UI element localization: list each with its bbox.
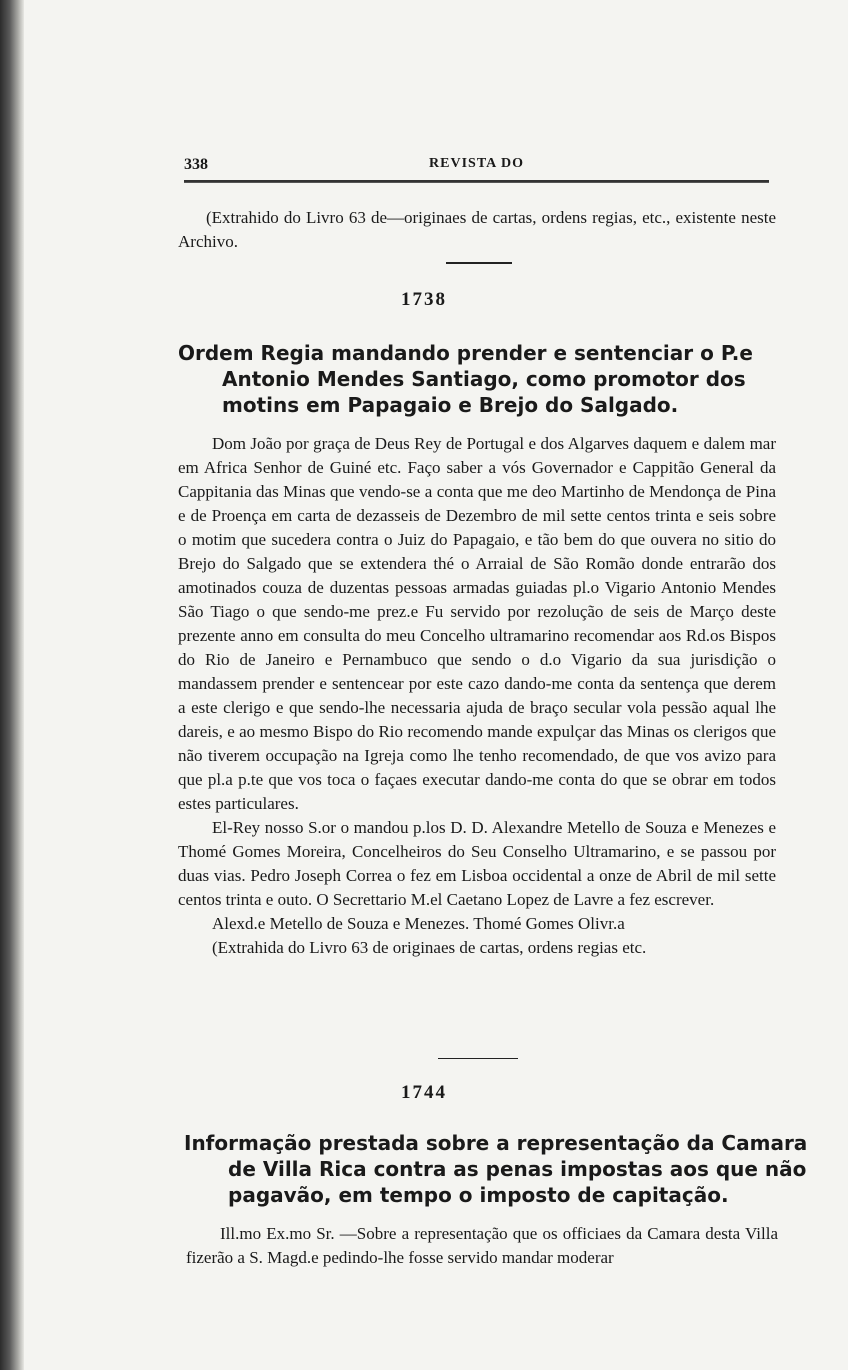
section-year: 1738	[401, 289, 447, 310]
source-note: (Extrahida do Livro 63 de originaes de cartas, ordens regias etc.	[212, 938, 647, 957]
running-title: REVISTA DO	[429, 156, 524, 171]
header-rule	[184, 180, 769, 183]
source-note: (Extrahido do Livro 63 de—originaes de cartas, ordens regias, etc., existente neste Archivo.	[178, 208, 776, 251]
section-title: Informação prestada sobre a representação da Camara de Villa Rica contra as penas impostas aos que não pagavão, em tempo o imposto de capitação.	[184, 1131, 808, 1207]
document-body	[178, 432, 776, 960]
section-divider	[438, 1058, 518, 1059]
section-title: Ordem Regia mandando prender e sentenciar o P.e Antonio Mendes Santiago, como promotor dos motins em Papagaio e Brejo do Salgado.	[178, 341, 753, 417]
signature-line: Alexd.e Metello de Souza e Menezes. Thomé Gomes Olivr.a	[212, 914, 625, 933]
section-divider	[446, 262, 512, 264]
body-paragraph: El-Rey nosso S.or o mandou p.los D. D. Alexandre Metello de Souza e Menezes e Thomé Gomes Moreira, Concelheiros do Seu Conselho Ultramarino, e se passou por duas vias. Pedro Joseph Correa o fez em Lisboa occidental a onze de Abril de mil sette centos trinta e outo. O Secrettario M.el Caetano Lopez de Lavre a fez escrever.	[178, 818, 776, 909]
page-number: 338	[184, 156, 208, 173]
document-body	[186, 1222, 778, 1270]
body-paragraph: Dom João por graça de Deus Rey de Portugal e dos Algarves daquem e dalem mar em Africa Senhor de Guiné etc. Faço saber a vós Governador e Cappitão General da Cappitania das Minas que vendo-se a conta que me deo Martinho de Mendonça de Pina e de Proença em carta de dezasseis de Dezembro de mil sette centos trinta e seis sobre o motim que sucedera contra o Juiz do Papagaio, e tão bem do que ouvera no sitio do Brejo do Salgado que se extendera thé o Arraial de São Romão donde entrarão dos amotinados couza de duzentas pessoas armadas guiadas pl.o Vigario Antonio Mendes São Tiago o que sendo-me prez.e Fu servido por rezolução de seis de Março deste prezente anno em consulta do meu Concelho ultramarino recomendar aos Rd.os Bispos do Rio de Janeiro e Pernambuco que sendo o d.o Vigario da sua jurisdição o mandassem prender e sentencear por este cazo dando-me conta da sentença que derem a este clerigo e que sendo-lhe necessaria ajuda de braço secular vola pessão aqual lhe dareis, e ao mesmo Bispo do Rio recomendo mande expulçar das Minas os clerigos que não tiverem occupação na Igreja como lhe tenho recomendado, de que vos avizo para que pl.a p.te que vos toca o façaes executar dando-me conta do que se obrar em todos estes particulares.	[178, 434, 776, 813]
body-paragraph: Ill.mo Ex.mo Sr. —Sobre a representação que os officiaes da Camara desta Villa fizerão a S. Magd.e pedindo-lhe fosse servido mandar moderar	[186, 1224, 778, 1267]
running-head	[184, 152, 769, 188]
section-year: 1744	[401, 1082, 447, 1103]
